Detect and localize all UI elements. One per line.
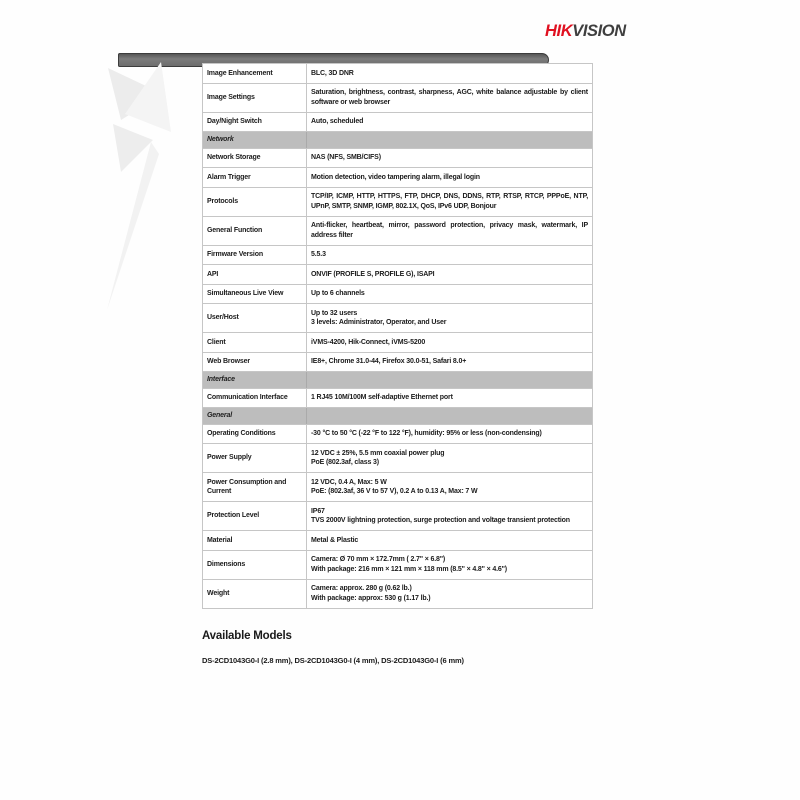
spec-row — [203, 389, 592, 409]
spec-value-line: 12 VDC ± 25%, 5.5 mm coaxial power plug — [311, 449, 445, 457]
spec-value-cell — [307, 246, 592, 265]
spec-value-cell — [307, 188, 592, 216]
spec-value-cell — [307, 473, 592, 501]
spec-row — [203, 353, 592, 373]
spec-section-header — [203, 408, 592, 425]
spec-label-cell: General Function — [203, 217, 307, 245]
spec-section-header-fill — [307, 408, 592, 424]
spec-row — [203, 580, 592, 608]
spec-value-cell — [307, 425, 592, 444]
spec-row — [203, 425, 592, 445]
spec-value-line: Camera: approx. 280 g (0.62 lb.) — [311, 585, 412, 592]
spec-label-cell: Simultaneous Live View — [203, 285, 307, 304]
spec-value-cell — [307, 444, 592, 472]
spec-value-cell — [307, 84, 592, 112]
spec-label-cell: Material — [203, 531, 307, 550]
spec-label-cell: Power Supply — [203, 444, 307, 472]
spec-label-cell: Client — [203, 333, 307, 352]
spec-label-cell: Day/Night Switch — [203, 113, 307, 132]
spec-value-line: TCP/IP, ICMP, HTTP, HTTPS, FTP, DHCP, DNS, DDNS, RTP, RTSP, RTCP, PPPoE, NTP, UPnP, SMTP, SNMP, IGMP, 802.1X, QoS, IPv6 UDP, Bonjour — [311, 193, 588, 210]
spec-value-line: PoE: (802.3af, 36 V to 57 V), 0.2 A to 0.13 A, Max: 7 W — [311, 488, 478, 495]
spec-value-line: With package: 216 mm × 121 mm × 118 mm (8.5" × 4.8" × 4.6") — [311, 565, 507, 573]
spec-row — [203, 531, 592, 551]
spec-row — [203, 188, 592, 217]
spec-value-cell — [307, 580, 592, 608]
spec-section-header-label: General — [203, 408, 307, 424]
spec-value-line: Metal & Plastic — [311, 536, 359, 544]
spec-label-cell: Power Consumption and Current — [203, 473, 307, 501]
spec-row — [203, 285, 592, 305]
spec-label-cell: Image Settings — [203, 84, 307, 112]
spec-value-cell — [307, 304, 592, 332]
spec-value-cell — [307, 113, 592, 132]
spec-value-line: Motion detection, video tampering alarm, illegal login — [311, 173, 480, 181]
spec-value-line: IE8+, Chrome 31.0-44, Firefox 30.0-51, Safari 8.0+ — [311, 358, 467, 365]
spec-label-cell: Operating Conditions — [203, 425, 307, 444]
spec-value-line: 5.5.3 — [311, 251, 326, 258]
spec-row — [203, 246, 592, 266]
spec-value-cell — [307, 551, 592, 579]
spec-value-cell — [307, 217, 592, 245]
spec-label-cell: Dimensions — [203, 551, 307, 579]
spec-value-cell — [307, 333, 592, 352]
spec-section-header-fill — [307, 372, 592, 388]
spec-row — [203, 149, 592, 169]
spec-value-line: Camera: Ø 70 mm × 172.7mm ( 2.7" × 6.8") — [311, 556, 446, 563]
spec-value-cell — [307, 353, 592, 372]
spec-value-cell — [307, 531, 592, 550]
spec-value-line: ONVIF (PROFILE S, PROFILE G), ISAPI — [311, 270, 435, 278]
spec-row — [203, 265, 592, 285]
spec-value-cell — [307, 389, 592, 408]
spec-value-cell — [307, 265, 592, 284]
spec-section-header — [203, 372, 592, 389]
spec-section-header-label: Network — [203, 132, 307, 148]
spec-value-line: PoE (802.3af, class 3) — [311, 459, 379, 466]
spec-value-line: 1 RJ45 10M/100M self-adaptive Ethernet port — [311, 394, 453, 401]
spec-value-line: With package: approx: 530 g (1.17 lb.) — [311, 594, 431, 602]
spec-label-cell: Web Browser — [203, 353, 307, 372]
spec-value-line: 3 levels: Administrator, Operator, and User — [311, 319, 447, 326]
logo-hik-text: HIK — [545, 22, 573, 40]
spec-label-cell: Weight — [203, 580, 307, 608]
spec-value-cell — [307, 285, 592, 304]
available-models-list: DS-2CD1043G0-I (2.8 mm), DS-2CD1043G0-I (4 mm), DS-2CD1043G0-I (6 mm) — [202, 655, 464, 665]
spec-section-header-label: Interface — [203, 372, 307, 388]
spec-section-header — [203, 132, 592, 149]
spec-row — [203, 444, 592, 473]
spec-row — [203, 473, 592, 502]
spec-row — [203, 551, 592, 580]
hikvision-logo — [545, 22, 626, 41]
spec-label-cell: Protocols — [203, 188, 307, 216]
spec-value-line: -30 °C to 50 °C (-22 °F to 122 °F), humidity: 95% or less (non-condensing) — [311, 430, 542, 437]
spec-row — [203, 217, 592, 246]
spec-label-cell: Image Enhancement — [203, 64, 307, 83]
logo-vision-text: VISION — [572, 22, 626, 40]
spec-section-header-fill — [307, 132, 592, 148]
spec-value-line: NAS (NFS, SMB/CIFS) — [311, 154, 381, 161]
spec-value-line: iVMS-4200, Hik-Connect, iVMS-5200 — [311, 338, 426, 346]
spec-value-line: 12 VDC, 0.4 A, Max: 5 W — [311, 478, 387, 486]
content-column — [202, 63, 593, 665]
spec-value-line: Up to 32 users — [311, 309, 358, 317]
spec-value-line: IP67 — [311, 507, 325, 515]
spec-row — [203, 502, 592, 531]
spec-label-cell: Communication Interface — [203, 389, 307, 408]
spec-value-cell — [307, 168, 592, 187]
spec-label-cell: Firmware Version — [203, 246, 307, 265]
spec-row — [203, 84, 592, 113]
spec-value-line: Auto, scheduled — [311, 118, 364, 125]
spec-value-line: TVS 2000V lightning protection, surge protection and voltage transient protection — [311, 517, 570, 524]
spec-label-cell: Protection Level — [203, 502, 307, 530]
spec-value-line: Up to 6 channels — [311, 290, 365, 297]
spec-value-cell — [307, 502, 592, 530]
spec-row — [203, 304, 592, 333]
spec-label-cell: Network Storage — [203, 149, 307, 168]
available-models-title: Available Models — [202, 629, 292, 642]
spec-value-line: Anti-flicker, heartbeat, mirror, password protection, privacy mask, watermark, IP address filter — [311, 222, 588, 239]
spec-row — [203, 168, 592, 188]
spec-table — [202, 63, 593, 609]
spec-row — [203, 333, 592, 353]
spec-value-cell — [307, 64, 592, 83]
spec-label-cell: User/Host — [203, 304, 307, 332]
spec-row — [203, 113, 592, 133]
watermark-graphic — [95, 62, 185, 312]
spec-label-cell: API — [203, 265, 307, 284]
spec-label-cell: Alarm Trigger — [203, 168, 307, 187]
spec-value-line: Saturation, brightness, contrast, sharpness, AGC, white balance adjustable by client software or web browser — [311, 89, 588, 106]
spec-row — [203, 64, 592, 84]
spec-value-cell — [307, 149, 592, 168]
spec-value-line: BLC, 3D DNR — [311, 69, 354, 77]
